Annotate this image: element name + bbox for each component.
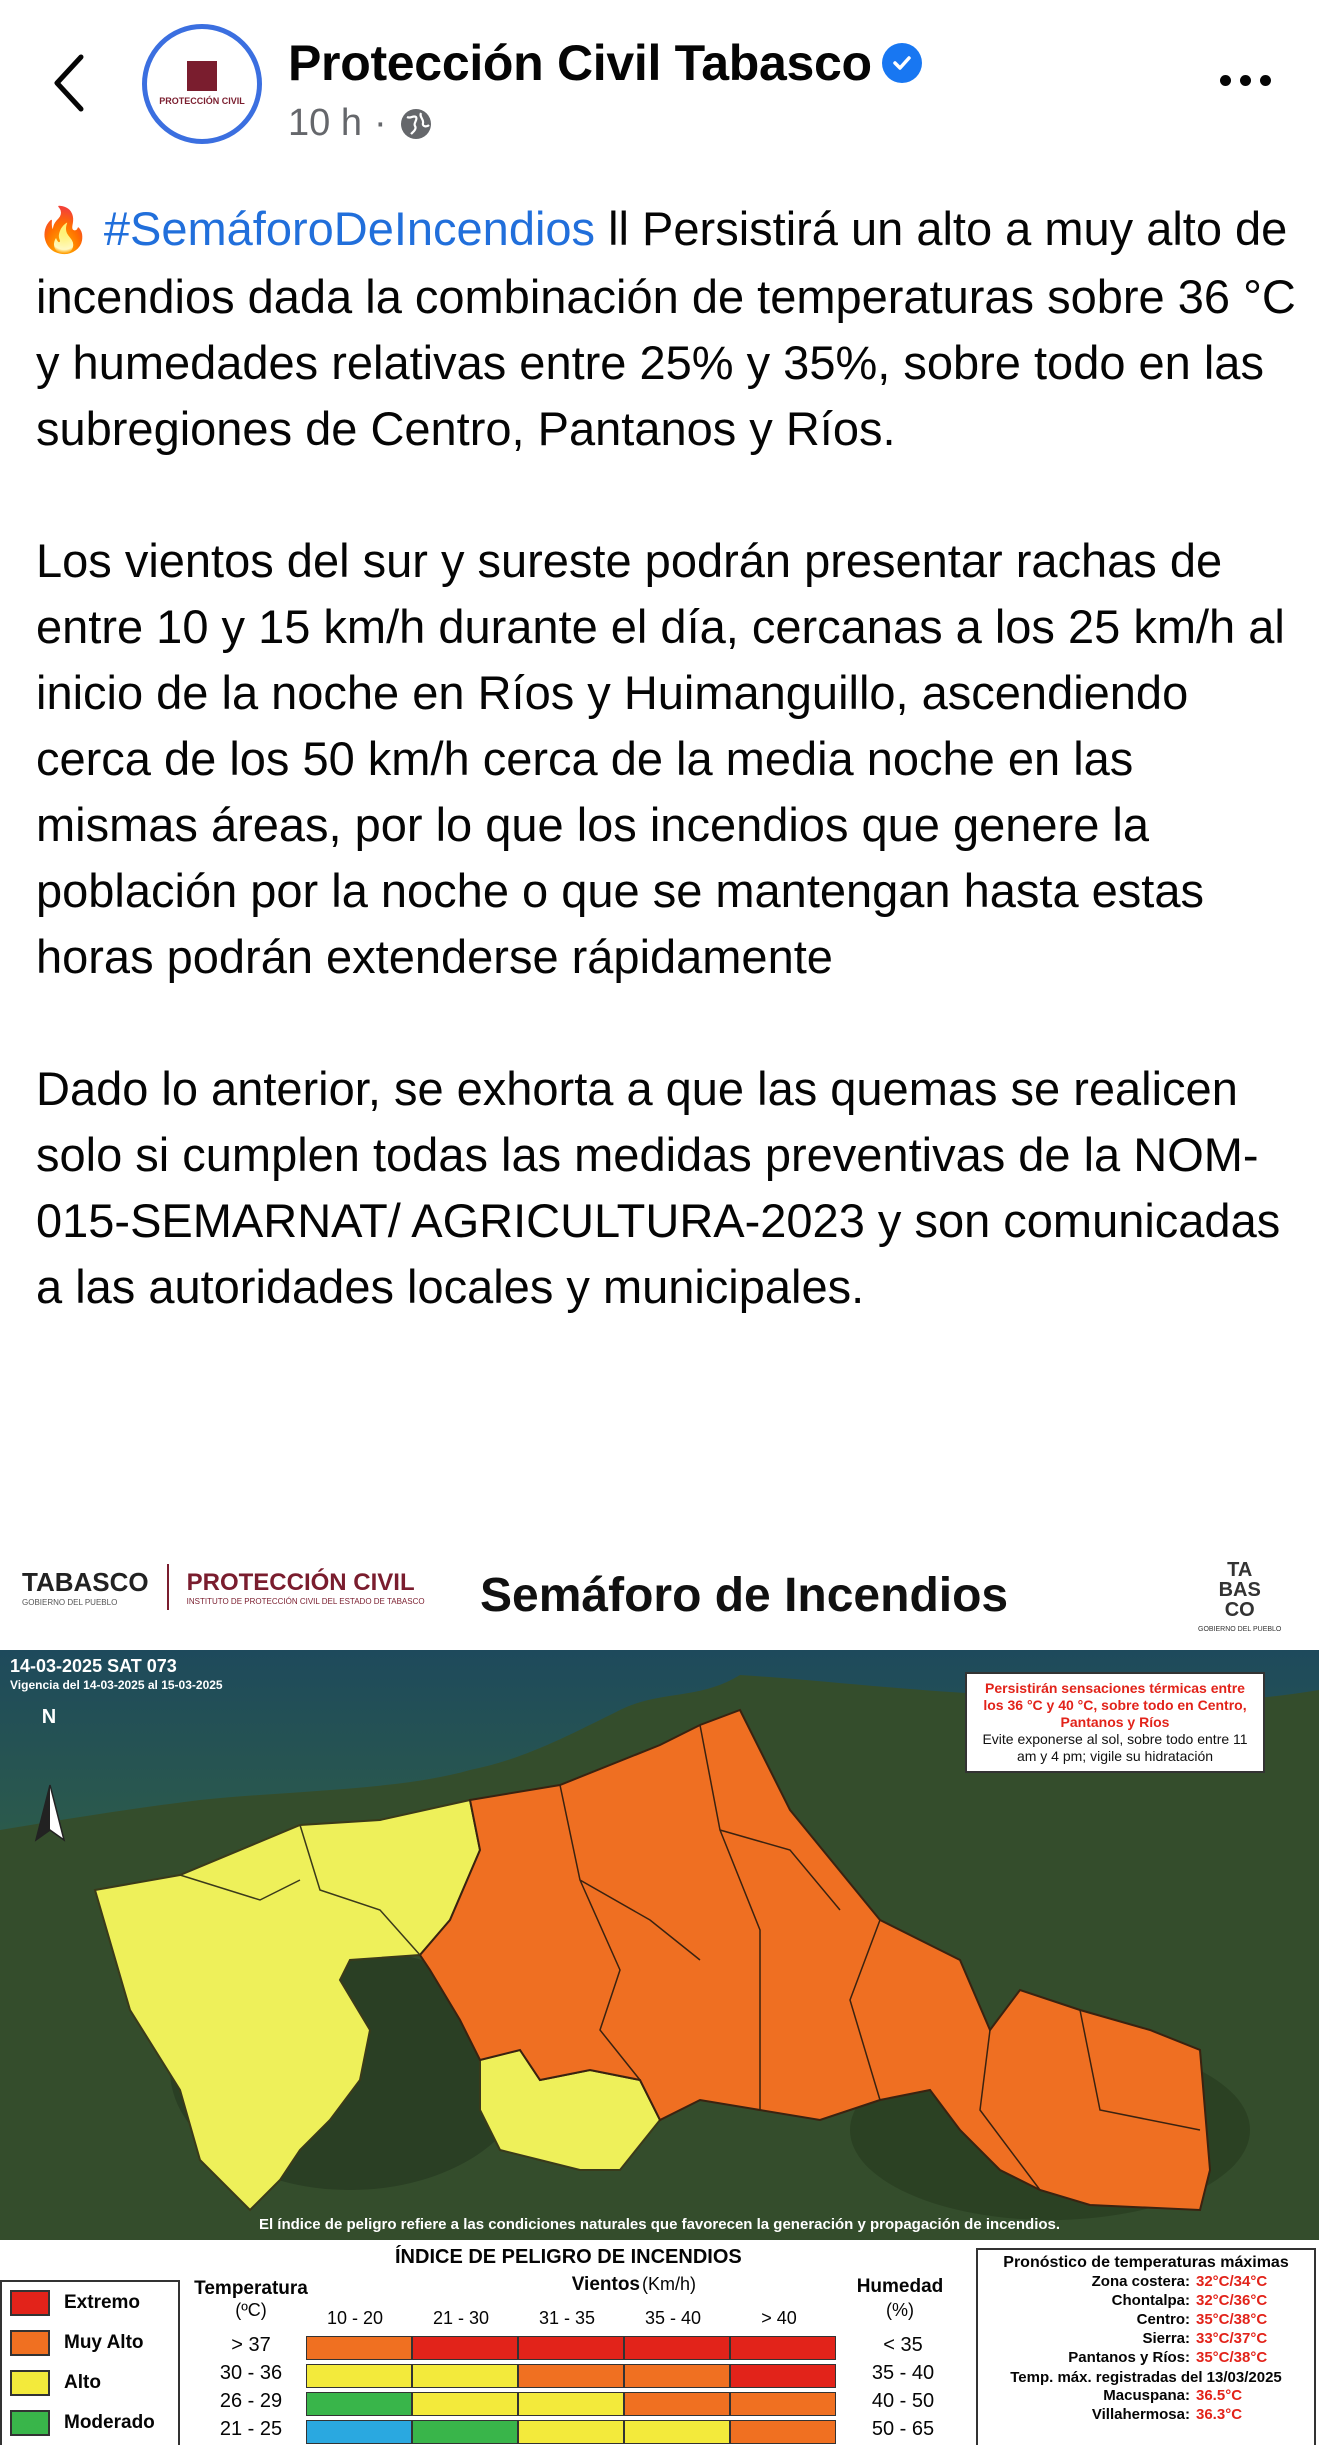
brand-tabasco: TABASCO [22, 1567, 149, 1597]
risk-matrix-cell [624, 2420, 730, 2444]
forecast-value: 33°C/37°C [1196, 2330, 1268, 2347]
page-name-link[interactable] [288, 34, 922, 92]
fire-icon: 🔥 [36, 206, 91, 255]
dot-icon [1220, 75, 1231, 86]
humidity-row-label: 50 - 65 [871, 2418, 935, 2440]
risk-matrix-cell [730, 2420, 836, 2444]
risk-matrix-cell [306, 2420, 412, 2444]
brand-right-line-2: BAS [1218, 1579, 1261, 1601]
forecast-zone: Pantanos y Ríos: [1068, 2349, 1190, 2366]
map-validity: Vigencia del 14-03-2025 al 15-03-2025 [10, 1678, 223, 1692]
forecast-value: 35°C/38°C [1196, 2311, 1268, 2328]
map-date: 14-03-2025 SAT 073 [10, 1656, 177, 1676]
forecast-row [986, 2310, 1306, 2329]
post-time[interactable]: 10 h [288, 102, 362, 144]
registered-row [986, 2405, 1306, 2424]
heat-alert-advice: Evite exponerse al sol, sobre todo entre 11 am y 4 pm; vigile su hidratación [982, 1731, 1248, 1764]
paragraph-1-text: ll Persistirá un alto a muy alto de incendios dada la combinación de temperaturas sobre 36 °C y humedades relativas entre 25% y 35%, sobre todo en las subregiones de Centro, Pantanos y Ríos. [36, 202, 1296, 455]
heat-alert-red: Persistirán sensaciones térmicas entre los 36 °C y 40 °C, sobre todo en Centro, Pantanos y Ríos [983, 1680, 1247, 1730]
post-paragraph-3: Dado lo anterior, se exhorta a que las quemas se realicen solo si cumplen todas las medidas preventivas de la NOM-015-SEMARNAT/ AGRICULTURA-2023 y son comunicadas a las autoridades locales y municipales. [36, 1062, 1281, 1313]
wind-column-label: 35 - 40 [644, 2308, 702, 2328]
risk-matrix-cell [624, 2364, 730, 2388]
image-header [0, 1540, 1319, 1650]
risk-matrix-cell [412, 2336, 518, 2360]
avatar[interactable] [142, 24, 262, 144]
temperature-row-label: 26 - 29 [219, 2390, 283, 2412]
brand-left [22, 1564, 425, 1610]
forecast-row [986, 2272, 1306, 2291]
more-options-button[interactable] [1210, 60, 1280, 100]
image-title: Semáforo de Incendios [480, 1569, 1009, 1622]
heat-alert-box [965, 1672, 1265, 1773]
risk-matrix-cell [518, 2336, 624, 2360]
wind-column-label: 10 - 20 [326, 2308, 384, 2328]
forecast-row [986, 2348, 1306, 2367]
legend-label: Moderado [64, 2412, 155, 2433]
brand-proteccion-civil: PROTECCIÓN CIVIL [186, 1568, 415, 1596]
north-label: N [41, 1706, 57, 1728]
registered-value: 36.5°C [1196, 2387, 1243, 2404]
registered-zone: Macuspana: [1103, 2387, 1190, 2404]
brand-right-line-3: CO [1224, 1599, 1255, 1621]
wind-column-label: 31 - 35 [538, 2308, 596, 2328]
legend-item [10, 2370, 101, 2396]
forecast-value: 32°C/36°C [1196, 2292, 1268, 2309]
forecast-title: Pronóstico de temperaturas máximas [1003, 2254, 1289, 2271]
legend-item [10, 2330, 144, 2356]
forecast-zone: Sierra: [1142, 2330, 1190, 2347]
forecast-box [976, 2248, 1316, 2445]
risk-matrix-cell [730, 2364, 836, 2388]
meta-separator: · [373, 102, 387, 144]
risk-matrix-cell [306, 2336, 412, 2360]
forecast-rows [986, 2272, 1306, 2367]
humidity-header: Humedad [856, 2276, 944, 2297]
registered-title: Temp. máx. registradas del 13/03/2025 [1010, 2369, 1282, 2386]
page-name: Protección Civil Tabasco [288, 35, 872, 91]
brand-tabasco-sub: GOBIERNO DEL PUEBLO [22, 1598, 118, 1607]
legend-item [10, 2410, 155, 2436]
legend-swatch [10, 2410, 50, 2436]
forecast-row [986, 2329, 1306, 2348]
risk-matrix-cell [412, 2364, 518, 2388]
wind-column-label: > 40 [761, 2308, 797, 2328]
brand-pc-sub: INSTITUTO DE PROTECCIÓN CIVIL DEL ESTADO DE TABASCO [186, 1596, 425, 1606]
registered-zone: Villahermosa: [1091, 2406, 1190, 2423]
legend-label: Extremo [64, 2292, 141, 2313]
index-title: ÍNDICE DE PELIGRO DE INCENDIOS [395, 2246, 742, 2268]
post-header [0, 0, 1319, 170]
humidity-row-label: 35 - 40 [871, 2362, 935, 2384]
humidity-unit: (%) [886, 2300, 914, 2320]
legend-swatch [10, 2370, 50, 2396]
wind-column-label: 21 - 30 [432, 2308, 490, 2328]
risk-matrix-cell [730, 2336, 836, 2360]
hashtag-link[interactable]: #SemáforoDeIncendios [103, 202, 596, 255]
temperature-unit: (ºC) [235, 2300, 267, 2320]
risk-matrix-cell [306, 2392, 412, 2416]
forecast-zone: Centro: [1136, 2311, 1190, 2328]
wind-header: Vientos [571, 2274, 640, 2295]
risk-matrix-cell [518, 2364, 624, 2388]
legend-item [10, 2290, 140, 2316]
risk-matrix-cell [412, 2420, 518, 2444]
forecast-zone: Chontalpa: [1111, 2292, 1190, 2309]
chevron-left-icon [51, 53, 87, 113]
risk-matrix-cell [306, 2364, 412, 2388]
risk-map [0, 1650, 1319, 2240]
dot-icon [1260, 75, 1271, 86]
legend-label: Alto [64, 2372, 101, 2393]
verified-badge-icon [882, 43, 922, 83]
brand-divider [167, 1564, 169, 1610]
temperature-row-label: 21 - 25 [219, 2418, 283, 2440]
forecast-zone: Zona costera: [1091, 2273, 1190, 2290]
index-table-area [0, 2240, 1319, 2445]
registered-row [986, 2386, 1306, 2405]
forecast-value: 35°C/38°C [1196, 2349, 1268, 2366]
risk-matrix-cell [624, 2336, 730, 2360]
post-body [36, 196, 1296, 1320]
risk-matrix-cell [518, 2392, 624, 2416]
back-button[interactable] [44, 48, 94, 118]
tabasco-logo-icon [187, 61, 217, 91]
risk-matrix-cell [412, 2392, 518, 2416]
dot-icon [1240, 75, 1251, 86]
avatar-text: PROTECCIÓN CIVIL [159, 96, 245, 107]
post-image[interactable] [0, 1540, 1319, 2445]
humidity-row-label: 40 - 50 [871, 2390, 935, 2412]
legend-label: Muy Alto [64, 2332, 144, 2353]
map-disclaimer: El índice de peligro refiere a las condiciones naturales que favorecen la generación y propagación de incendios. [258, 2216, 1061, 2233]
post-paragraph-1 [36, 196, 1296, 462]
registered-value: 36.3°C [1196, 2406, 1243, 2423]
brand-right-sub: GOBIERNO DEL PUEBLO [1198, 1626, 1282, 1633]
temperature-header: Temperatura [194, 2278, 308, 2299]
brand-right-logo [1198, 1560, 1281, 1640]
legend-swatch [10, 2290, 50, 2316]
temperature-row-label: > 37 [231, 2334, 271, 2356]
risk-matrix-cell [518, 2420, 624, 2444]
forecast-value: 32°C/34°C [1196, 2273, 1268, 2290]
brand-right-line-1: TA [1227, 1559, 1253, 1581]
legend-swatch [10, 2330, 50, 2356]
forecast-row [986, 2291, 1306, 2310]
temperature-row-label: 30 - 36 [219, 2362, 283, 2384]
risk-legend [0, 2280, 180, 2445]
registered-rows [986, 2386, 1306, 2424]
humidity-row-label: < 35 [883, 2334, 923, 2356]
wind-unit: (Km/h) [642, 2274, 696, 2294]
risk-matrix-cell [730, 2392, 836, 2416]
post-meta [288, 102, 433, 145]
post-paragraph-2: Los vientos del sur y sureste podrán presentar rachas de entre 10 y 15 km/h durante el día, cercanas a los 25 km/h al inicio de la noche en Ríos y Huimanguillo, ascendiendo cerca de los 50 km/h cerca de la media noche en las mismas áreas, por lo que los incendios que genere la población por la noche o que se mantengan hasta estas horas podrán extenderse rápidamente [36, 534, 1285, 983]
globe-icon [399, 107, 433, 141]
risk-matrix-cell [624, 2392, 730, 2416]
